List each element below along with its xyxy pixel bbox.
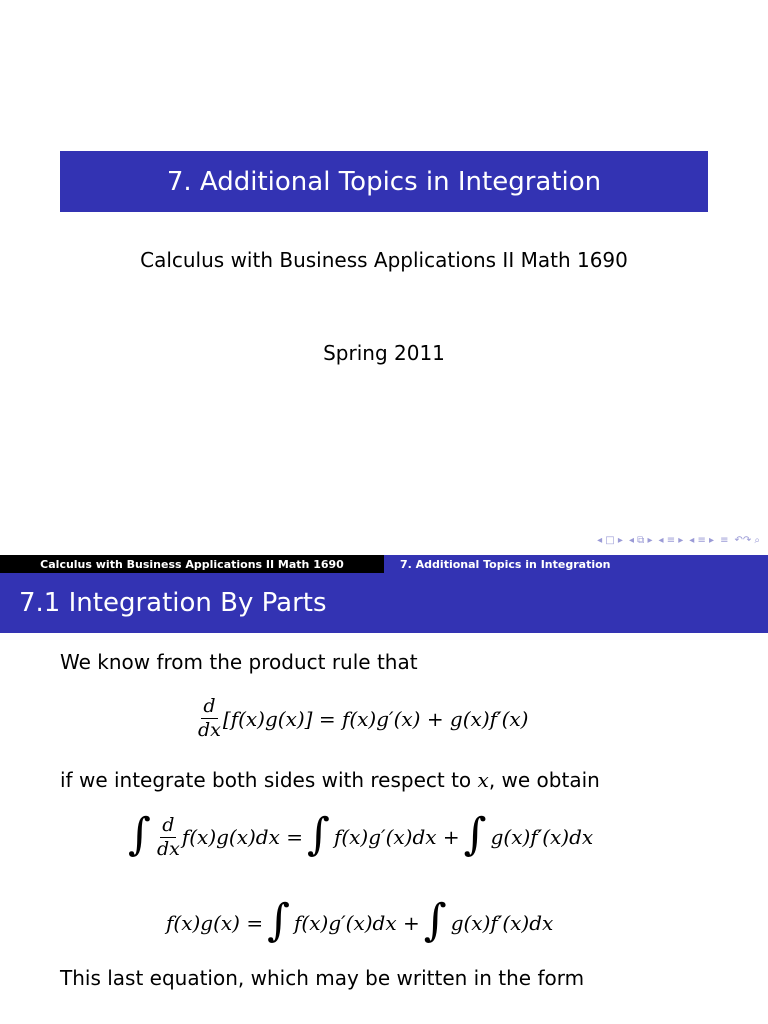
nav-align-icon[interactable]: ≡: [720, 535, 729, 546]
headline-chapter: 7. Additional Topics in Integration: [384, 555, 768, 573]
course-name: Calculus with Business Applications II Math 1690: [140, 248, 628, 272]
headline-bar: [0, 555, 768, 573]
term: Spring 2011: [323, 341, 445, 365]
equation-body: [f(x)g(x)] = f(x)g′(x) + g(x)f′(x): [222, 706, 529, 731]
nav-slide-icon[interactable]: ◂ ≡ ▸: [689, 535, 715, 546]
derivative-fraction: $\frac{d}{dx}$: [198, 695, 221, 741]
paragraph-integrate: if we integrate both sides with respect to x, we obtain: [60, 768, 600, 792]
paragraph-last-equation: This last equation, which may be written in the form: [60, 966, 585, 990]
nav-search-icon[interactable]: ↶↷ ⌕: [734, 535, 760, 546]
equation-product-rule: [196, 697, 528, 740]
slide-title-banner: [60, 151, 708, 212]
nav-subsection-icon[interactable]: ◂ ≡ ▸: [658, 535, 684, 546]
beamer-navigation-bar: [597, 535, 760, 546]
integral-sign: ∫: [267, 895, 291, 946]
derivative-fraction: $\frac{d}{dx}$: [156, 813, 180, 860]
slide-title: 7. Additional Topics in Integration: [166, 166, 602, 197]
integral-sign: ∫: [423, 895, 447, 946]
equation-integrated: ∫ $\frac{d}{dx}$ f(x)g(x)dx = ∫ f(x)g′(x)dx + ∫ g(x)f′(x)dx: [128, 809, 594, 860]
integral-sign: ∫: [128, 809, 151, 860]
nav-section-icon[interactable]: ◂ ⧉ ▸: [628, 535, 653, 546]
headline-course: Calculus with Business Applications II Math 1690: [0, 555, 384, 573]
integral-sign: ∫: [463, 809, 487, 860]
content-slide: [0, 555, 768, 1024]
nav-prev-frame-icon[interactable]: ◂ □ ▸: [597, 535, 623, 546]
integral-sign: ∫: [307, 809, 330, 860]
paragraph-product-rule: We know from the product rule that: [60, 650, 418, 674]
frame-title: 7.1 Integration By Parts: [0, 573, 768, 633]
equation-result: f(x)g(x) = ∫ f(x)g′(x)dx + ∫ g(x)f′(x)dx: [166, 895, 554, 946]
